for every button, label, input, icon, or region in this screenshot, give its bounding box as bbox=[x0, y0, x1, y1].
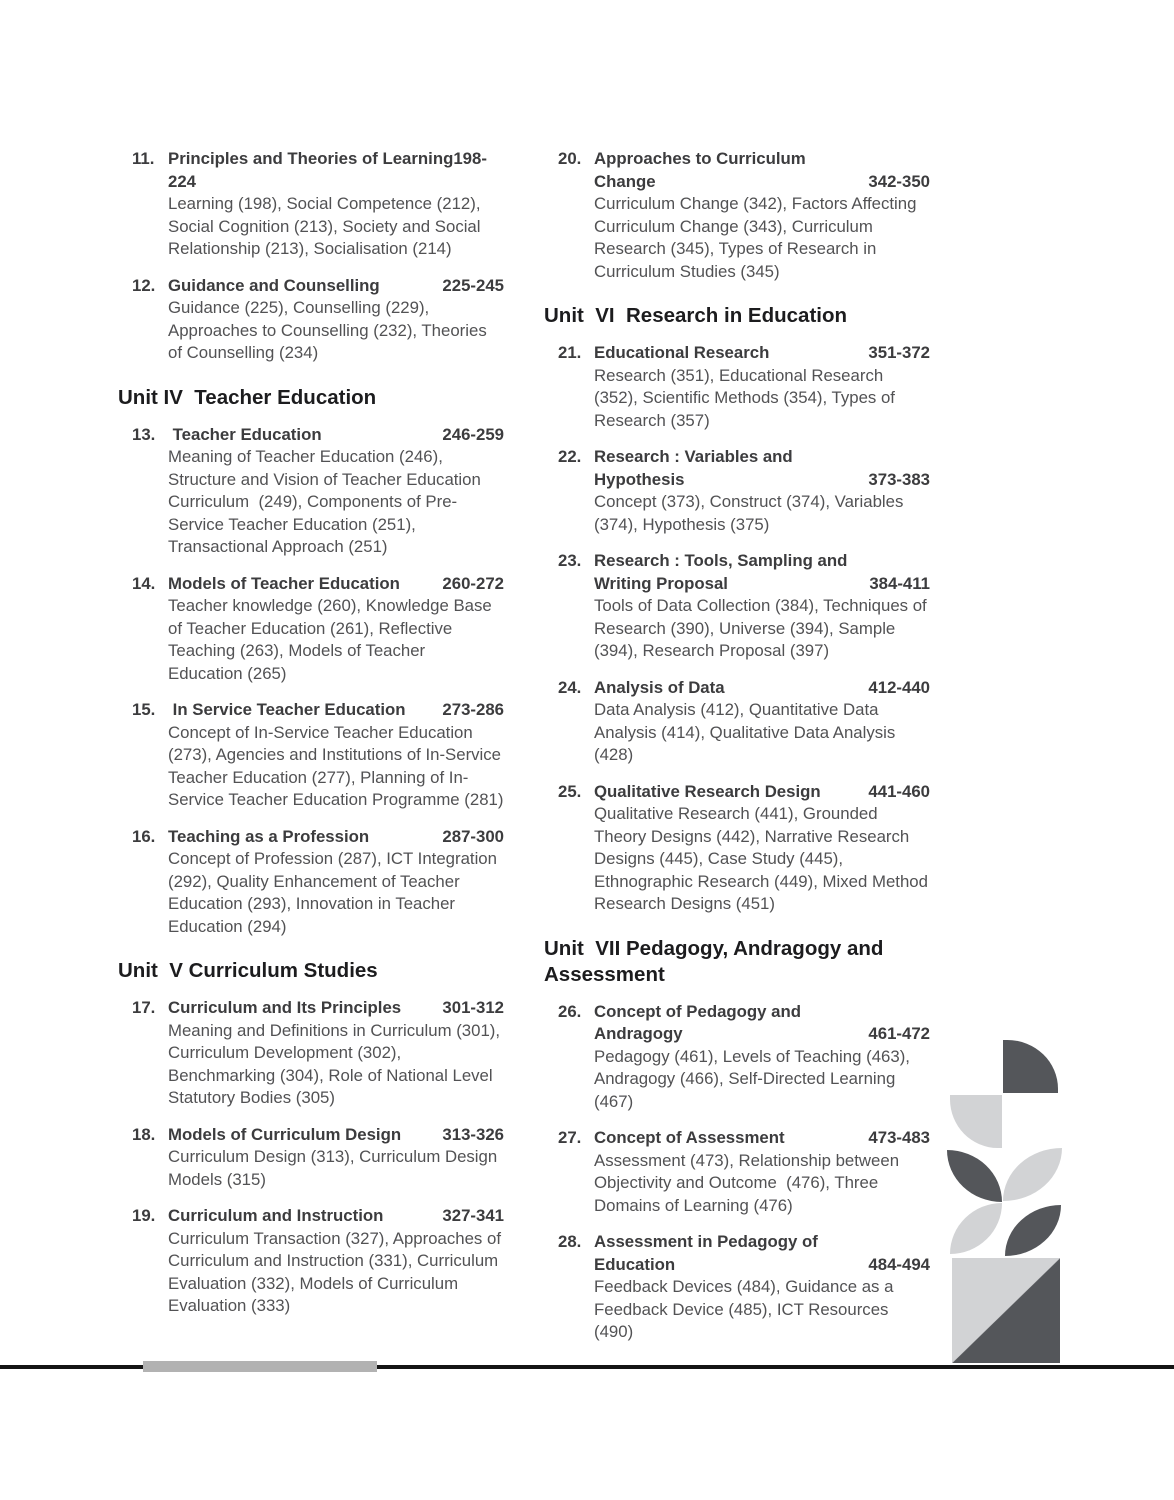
chapter-entry bbox=[594, 781, 933, 916]
chapter-number: 24. bbox=[558, 677, 582, 697]
toc-item bbox=[132, 826, 504, 939]
toc-item bbox=[132, 573, 504, 686]
chapter-title-line2 bbox=[594, 573, 930, 596]
chapter-number: 21. bbox=[558, 343, 582, 362]
toc-item bbox=[558, 148, 930, 283]
toc-item bbox=[558, 781, 933, 916]
chapter-entry bbox=[594, 1231, 930, 1344]
chapter-pages: 246-259 bbox=[442, 424, 504, 444]
chapter-topics: Curriculum Transaction (327), Approaches of Curriculum and Instruction (331), Curriculum Evaluation (332), Models of Curriculum Evaluation (333) bbox=[168, 1228, 506, 1315]
chapter-number: 23. bbox=[558, 551, 582, 570]
unit-heading: Unit VII Pedagogy, Andragogy and Assessment bbox=[544, 936, 889, 986]
chapter-title: In Service Teacher Education bbox=[168, 700, 406, 719]
chapter-title: Concept of Assessment bbox=[594, 1128, 785, 1147]
chapter-title-row bbox=[594, 1127, 930, 1150]
chapter-number: 11. bbox=[132, 149, 155, 168]
decorative-plant-graphic bbox=[947, 1040, 1065, 1370]
chapter-number: 12. bbox=[132, 275, 156, 295]
chapter-entry bbox=[594, 1127, 930, 1217]
chapter-title: Teaching as a Profession bbox=[168, 826, 370, 846]
chapter-topics: Concept of Profession (287), ICT Integration (292), Quality Enhancement of Teacher Education (293), Innovation in Teacher Education (294) bbox=[168, 849, 502, 936]
leaf-dark-upper-shape bbox=[947, 1150, 1002, 1202]
chapter-title-with-pages bbox=[168, 148, 504, 193]
chapter-title-line1: Concept of Pedagogy and bbox=[594, 1001, 801, 1021]
chapter-title-continued: Writing Proposal bbox=[594, 573, 728, 593]
chapter-topics: Meaning and Definitions in Curriculum (301), Curriculum Development (302), Benchmarking (304), Role of National Level Statutory Bodies (305) bbox=[168, 1020, 505, 1107]
chapter-title: Models of Curriculum Design bbox=[168, 1124, 402, 1144]
chapter-number: 25. bbox=[558, 781, 582, 801]
chapter-title: Qualitative Research Design bbox=[594, 781, 821, 801]
toc-item bbox=[132, 148, 504, 261]
chapter-pages: 461-472 bbox=[868, 1024, 930, 1043]
chapter-title-line2 bbox=[594, 1254, 930, 1277]
chapter-title-continued: Education bbox=[594, 1254, 676, 1274]
chapter-number: 19. bbox=[132, 1206, 156, 1225]
chapter-pages: 313-326 bbox=[442, 1124, 504, 1144]
chapter-number: 20. bbox=[558, 149, 582, 168]
chapter-title-row bbox=[168, 275, 504, 298]
unit-heading: Unit IV Teacher Education bbox=[118, 385, 377, 409]
chapter-title-row bbox=[168, 699, 504, 722]
chapter-topics: Feedback Devices (484), Guidance as a Feedback Device (485), ICT Resources (490) bbox=[594, 1277, 899, 1341]
chapter-entry bbox=[168, 826, 504, 939]
chapter-title-line1: Research : Tools, Sampling and bbox=[594, 551, 848, 570]
chapter-entry bbox=[168, 148, 504, 261]
chapter-number: 22. bbox=[558, 447, 582, 466]
chapter-number: 26. bbox=[558, 1001, 582, 1021]
chapter-pages: 373-383 bbox=[868, 469, 930, 489]
chapter-title-row bbox=[168, 424, 504, 447]
chapter-title: Guidance and Counselling bbox=[168, 275, 380, 295]
toc-item bbox=[132, 997, 504, 1110]
leaf-light-upper-shape bbox=[1003, 1148, 1062, 1201]
chapter-pages: 225-245 bbox=[442, 275, 504, 295]
chapter-title: Curriculum and Its Principles bbox=[168, 998, 402, 1017]
toc-item bbox=[558, 342, 930, 432]
chapter-entry bbox=[168, 1124, 504, 1192]
leaf-dark-lower-shape bbox=[1005, 1205, 1061, 1256]
toc-item bbox=[558, 677, 930, 767]
toc-item bbox=[132, 1205, 504, 1318]
chapter-topics: Curriculum Change (342), Factors Affecting Curriculum Change (343), Curriculum Research (345), Types of Research in Curriculum Studies (345) bbox=[594, 194, 922, 281]
chapter-title-row bbox=[168, 573, 504, 596]
toc-item bbox=[558, 550, 930, 663]
chapter-number: 15. bbox=[132, 700, 156, 719]
chapter-pages: 198-224 bbox=[168, 149, 487, 191]
chapter-title-line2 bbox=[594, 1023, 930, 1046]
chapter-entry bbox=[594, 148, 930, 283]
chapter-pages: 287-300 bbox=[442, 826, 504, 846]
chapter-topics: Qualitative Research (441), Grounded Theory Designs (442), Narrative Research Designs (445), Case Study (445), Ethnographic Research (449), Mixed Method Research Designs (451) bbox=[594, 804, 933, 913]
chapter-title-row bbox=[168, 997, 504, 1020]
chapter-topics: Research (351), Educational Research (352), Scientific Methods (354), Types of Research (357) bbox=[594, 365, 900, 430]
toc-item bbox=[558, 446, 930, 536]
chapter-pages: 484-494 bbox=[868, 1254, 930, 1274]
chapter-number: 28. bbox=[558, 1232, 582, 1251]
toc-column-left bbox=[118, 148, 506, 1332]
chapter-title: Analysis of Data bbox=[594, 677, 725, 697]
toc-item bbox=[132, 424, 504, 559]
chapter-entry bbox=[594, 677, 930, 767]
chapter-title: Curriculum and Instruction bbox=[168, 1206, 384, 1225]
chapter-title-row bbox=[168, 1124, 504, 1147]
chapter-topics: Data Analysis (412), Quantitative Data Analysis (414), Qualitative Data Analysis (428) bbox=[594, 700, 900, 764]
toc-item bbox=[558, 1231, 930, 1344]
chapter-entry bbox=[168, 1205, 504, 1318]
chapter-entry bbox=[168, 699, 504, 812]
chapter-title-row bbox=[168, 826, 504, 849]
chapter-title-line2 bbox=[594, 171, 930, 194]
chapter-topics: Meaning of Teacher Education (246), Structure and Vision of Teacher Education Curriculum (249), Components of Pre-Service Teacher Education (251), Transactional Approach (251) bbox=[168, 447, 486, 556]
chapter-entry bbox=[594, 550, 930, 663]
chapter-topics: Learning (198), Social Competence (212), Social Cognition (213), Society and Social Relationship (213), Socialisation (214) bbox=[168, 194, 486, 258]
chapter-entry bbox=[168, 573, 504, 686]
chapter-title-line2 bbox=[594, 469, 930, 492]
chapter-topics: Concept (373), Construct (374), Variables (374), Hypothesis (375) bbox=[594, 492, 909, 534]
chapter-entry bbox=[168, 275, 504, 365]
toc-item bbox=[132, 1124, 504, 1192]
chapter-topics: Guidance (225), Counselling (229), Approaches to Counselling (232), Theories of Counselling (234) bbox=[168, 298, 492, 362]
chapter-pages: 384-411 bbox=[869, 573, 930, 593]
chapter-pages: 273-286 bbox=[442, 700, 504, 719]
chapter-title-row bbox=[168, 1205, 504, 1228]
chapter-entry bbox=[168, 997, 504, 1110]
chapter-title-continued: Change bbox=[594, 171, 656, 191]
quarter-circle-light-shape bbox=[950, 1095, 1002, 1148]
unit-heading: Unit V Curriculum Studies bbox=[118, 959, 378, 982]
chapter-title: Models of Teacher Education bbox=[168, 573, 400, 593]
toc-column-right bbox=[544, 148, 933, 1358]
chapter-pages: 301-312 bbox=[442, 998, 504, 1017]
chapter-title: Teacher Education bbox=[168, 424, 322, 444]
chapter-entry bbox=[168, 424, 504, 559]
chapter-topics: Teacher knowledge (260), Knowledge Base of Teacher Education (261), Reflective Teaching (263), Models of Teacher Education (265) bbox=[168, 596, 497, 683]
square-triangle-shape bbox=[952, 1258, 1060, 1363]
chapter-pages: 327-341 bbox=[442, 1206, 504, 1225]
toc-item bbox=[558, 1127, 930, 1217]
toc-item bbox=[558, 1001, 930, 1114]
chapter-title-row bbox=[594, 342, 930, 365]
chapter-topics: Concept of In-Service Teacher Education (273), Agencies and Institutions of In-Service Teacher Education (277), Planning of In-Service Teacher Education Programme (281) bbox=[168, 722, 506, 809]
chapter-pages: 260-272 bbox=[442, 573, 504, 593]
chapter-title-row bbox=[594, 677, 930, 700]
toc-item bbox=[132, 699, 504, 812]
chapter-topics: Tools of Data Collection (384), Techniques of Research (390), Universe (394), Sample (394), Research Proposal (397) bbox=[594, 596, 932, 660]
chapter-entry bbox=[594, 1001, 930, 1114]
chapter-entry bbox=[594, 446, 930, 536]
chapter-title: Principles and Theories of Learning bbox=[168, 149, 454, 168]
quarter-circle-dark-shape bbox=[1003, 1040, 1058, 1093]
chapter-title-line1: Assessment in Pedagogy of bbox=[594, 1232, 818, 1251]
unit-heading: Unit VI Research in Education bbox=[544, 304, 848, 327]
chapter-pages: 412-440 bbox=[868, 677, 930, 697]
chapter-topics: Assessment (473), Relationship between Objectivity and Outcome (476), Three Domains of Learning (476) bbox=[594, 1150, 904, 1215]
chapter-title: Educational Research bbox=[594, 343, 770, 362]
chapter-title-continued: Andragogy bbox=[594, 1024, 683, 1043]
chapter-number: 27. bbox=[558, 1128, 582, 1147]
chapter-title-line1: Research : Variables and bbox=[594, 447, 793, 466]
footer-gray-bar bbox=[143, 1361, 377, 1372]
chapter-title-row bbox=[594, 781, 930, 804]
chapter-pages: 351-372 bbox=[868, 343, 930, 362]
toc-item bbox=[132, 275, 504, 365]
chapter-number: 13. bbox=[132, 424, 156, 444]
chapter-number: 16. bbox=[132, 826, 156, 846]
chapter-title-continued: Hypothesis bbox=[594, 469, 685, 489]
chapter-entry bbox=[594, 342, 930, 432]
chapter-topics: Pedagogy (461), Levels of Teaching (463), Andragogy (466), Self-Directed Learning (467) bbox=[594, 1046, 914, 1111]
chapter-title-line1: Approaches to Curriculum bbox=[594, 149, 806, 168]
chapter-number: 17. bbox=[132, 998, 156, 1017]
chapter-pages: 342-350 bbox=[868, 171, 930, 191]
chapter-number: 18. bbox=[132, 1124, 156, 1144]
leaf-light-lower-shape bbox=[950, 1203, 1002, 1254]
chapter-topics: Curriculum Design (313), Curriculum Design Models (315) bbox=[168, 1147, 502, 1189]
chapter-pages: 473-483 bbox=[868, 1128, 930, 1147]
chapter-number: 14. bbox=[132, 573, 156, 593]
chapter-pages: 441-460 bbox=[868, 781, 930, 801]
